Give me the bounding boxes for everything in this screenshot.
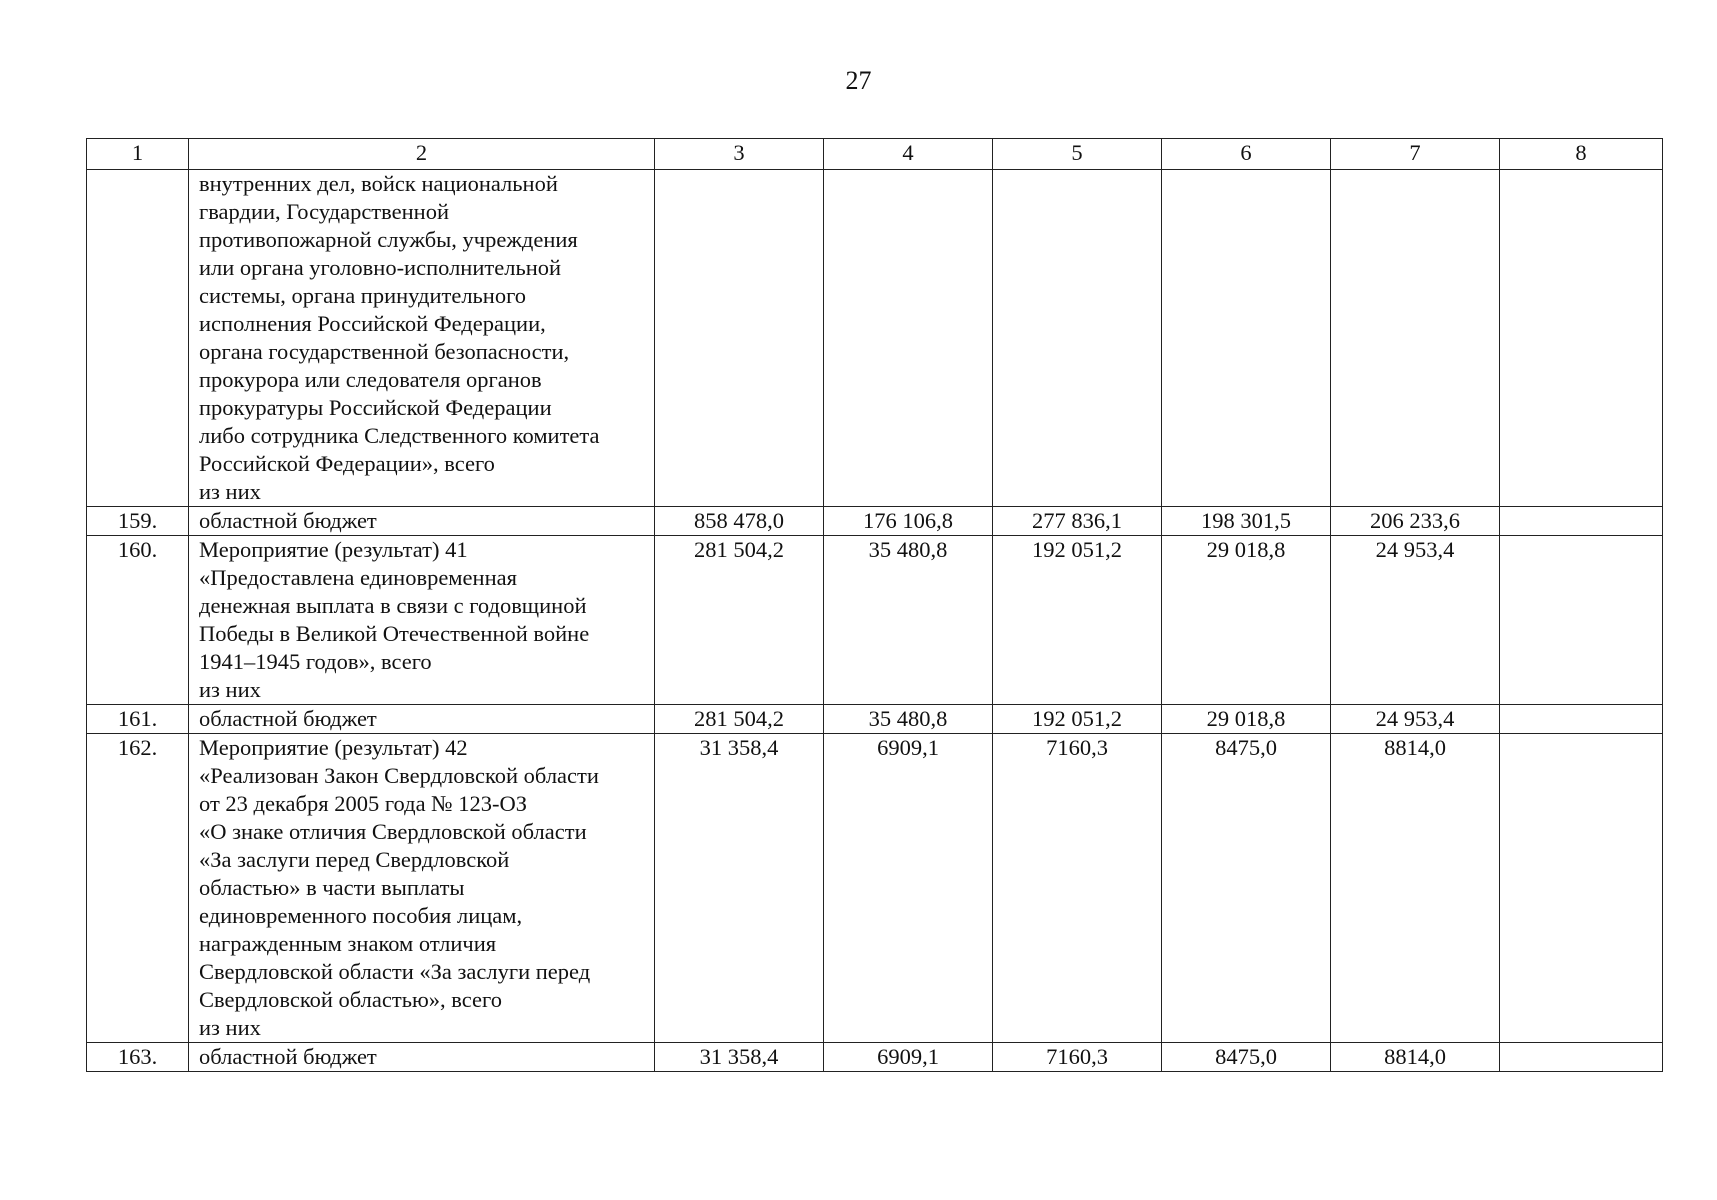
value-cell: 29 018,8 bbox=[1162, 705, 1331, 734]
value-cell bbox=[1500, 536, 1663, 705]
description-line: Свердловской области «За заслуги перед bbox=[199, 959, 591, 984]
description-line: органа государственной безопасности, bbox=[199, 339, 570, 364]
value-cell: 31 358,4 bbox=[655, 1043, 824, 1072]
value-cell: 8814,0 bbox=[1331, 734, 1500, 1043]
value-cell: 176 106,8 bbox=[824, 507, 993, 536]
description-line: гвардии, Государственной bbox=[199, 199, 449, 224]
row-description: областной бюджет bbox=[189, 705, 655, 734]
value-cell: 7160,3 bbox=[993, 734, 1162, 1043]
value-cell: 206 233,6 bbox=[1331, 507, 1500, 536]
description-line: 1941–1945 годов», всего bbox=[199, 649, 432, 674]
row-number: 161. bbox=[87, 705, 189, 734]
column-header: 3 bbox=[655, 139, 824, 170]
description-line: областью» в части выплаты bbox=[199, 875, 465, 900]
description-line: «За заслуги перед Свердловской bbox=[199, 847, 510, 872]
description-line: или органа уголовно-исполнительной bbox=[199, 255, 562, 280]
value-cell: 8475,0 bbox=[1162, 734, 1331, 1043]
value-cell: 29 018,8 bbox=[1162, 536, 1331, 705]
value-cell: 198 301,5 bbox=[1162, 507, 1331, 536]
column-header: 8 bbox=[1500, 139, 1663, 170]
value-cell bbox=[993, 170, 1162, 507]
value-cell: 277 836,1 bbox=[993, 507, 1162, 536]
description-line: единовременного пособия лицам, bbox=[199, 903, 523, 928]
column-header: 6 bbox=[1162, 139, 1331, 170]
row-description: областной бюджет bbox=[189, 507, 655, 536]
description-line: прокуратуры Российской Федерации bbox=[199, 395, 552, 420]
value-cell: 6909,1 bbox=[824, 1043, 993, 1072]
description-line: Мероприятие (результат) 41 bbox=[199, 537, 468, 562]
page-number: 27 bbox=[845, 66, 872, 95]
header-row bbox=[87, 139, 1663, 170]
column-header: 7 bbox=[1331, 139, 1500, 170]
value-cell bbox=[1500, 705, 1663, 734]
description-line: противопожарной службы, учреждения bbox=[199, 227, 578, 252]
value-cell: 7160,3 bbox=[993, 1043, 1162, 1072]
table-row bbox=[87, 507, 1663, 536]
description-line: системы, органа принудительного bbox=[199, 283, 527, 308]
value-cell bbox=[824, 170, 993, 507]
value-cell bbox=[1500, 507, 1663, 536]
value-cell: 35 480,8 bbox=[824, 536, 993, 705]
value-cell bbox=[1500, 734, 1663, 1043]
table-row bbox=[87, 170, 1663, 507]
column-header: 5 bbox=[993, 139, 1162, 170]
value-cell: 281 504,2 bbox=[655, 705, 824, 734]
description-line: «Реализован Закон Свердловской области bbox=[199, 763, 599, 788]
value-cell bbox=[1162, 170, 1331, 507]
value-cell bbox=[1500, 170, 1663, 507]
description-line: исполнения Российской Федерации, bbox=[199, 311, 546, 336]
row-description bbox=[189, 734, 655, 1043]
value-cell: 192 051,2 bbox=[993, 705, 1162, 734]
row-number: 163. bbox=[87, 1043, 189, 1072]
column-header: 2 bbox=[189, 139, 655, 170]
description-line: Мероприятие (результат) 42 bbox=[199, 735, 468, 760]
value-cell: 192 051,2 bbox=[993, 536, 1162, 705]
row-number bbox=[87, 170, 189, 507]
table-row bbox=[87, 734, 1663, 1043]
description-line: Свердловской областью», всего bbox=[199, 987, 502, 1012]
value-cell: 281 504,2 bbox=[655, 536, 824, 705]
description-line: «О знаке отличия Свердловской области bbox=[199, 819, 587, 844]
row-description bbox=[189, 170, 655, 507]
row-number: 159. bbox=[87, 507, 189, 536]
description-line: из них bbox=[199, 479, 261, 504]
value-cell: 35 480,8 bbox=[824, 705, 993, 734]
value-cell bbox=[655, 170, 824, 507]
row-number: 162. bbox=[87, 734, 189, 1043]
description-line: «Предоставлена единовременная bbox=[199, 565, 517, 590]
description-line: от 23 декабря 2005 года № 123-ОЗ bbox=[199, 791, 528, 816]
value-cell: 24 953,4 bbox=[1331, 705, 1500, 734]
description-line: Российской Федерации», всего bbox=[199, 451, 495, 476]
value-cell: 8814,0 bbox=[1331, 1043, 1500, 1072]
table-row bbox=[87, 1043, 1663, 1072]
description-line: из них bbox=[199, 677, 261, 702]
value-cell: 8475,0 bbox=[1162, 1043, 1331, 1072]
column-header: 4 bbox=[824, 139, 993, 170]
description-line: либо сотрудника Следственного комитета bbox=[199, 423, 600, 448]
value-cell: 31 358,4 bbox=[655, 734, 824, 1043]
table-row bbox=[87, 705, 1663, 734]
budget-table bbox=[86, 138, 1663, 1072]
column-header: 1 bbox=[87, 139, 189, 170]
value-cell: 24 953,4 bbox=[1331, 536, 1500, 705]
value-cell: 858 478,0 bbox=[655, 507, 824, 536]
row-description: областной бюджет bbox=[189, 1043, 655, 1072]
row-number: 160. bbox=[87, 536, 189, 705]
value-cell bbox=[1331, 170, 1500, 507]
description-line: прокурора или следователя органов bbox=[199, 367, 542, 392]
description-line: Победы в Великой Отечественной войне bbox=[199, 621, 590, 646]
value-cell bbox=[1500, 1043, 1663, 1072]
value-cell: 6909,1 bbox=[824, 734, 993, 1043]
description-line: денежная выплата в связи с годовщиной bbox=[199, 593, 587, 618]
table-row bbox=[87, 536, 1663, 705]
description-line: из них bbox=[199, 1015, 261, 1040]
description-line: внутренних дел, войск национальной bbox=[199, 171, 558, 196]
row-description bbox=[189, 536, 655, 705]
description-line: награжденным знаком отличия bbox=[199, 931, 497, 956]
